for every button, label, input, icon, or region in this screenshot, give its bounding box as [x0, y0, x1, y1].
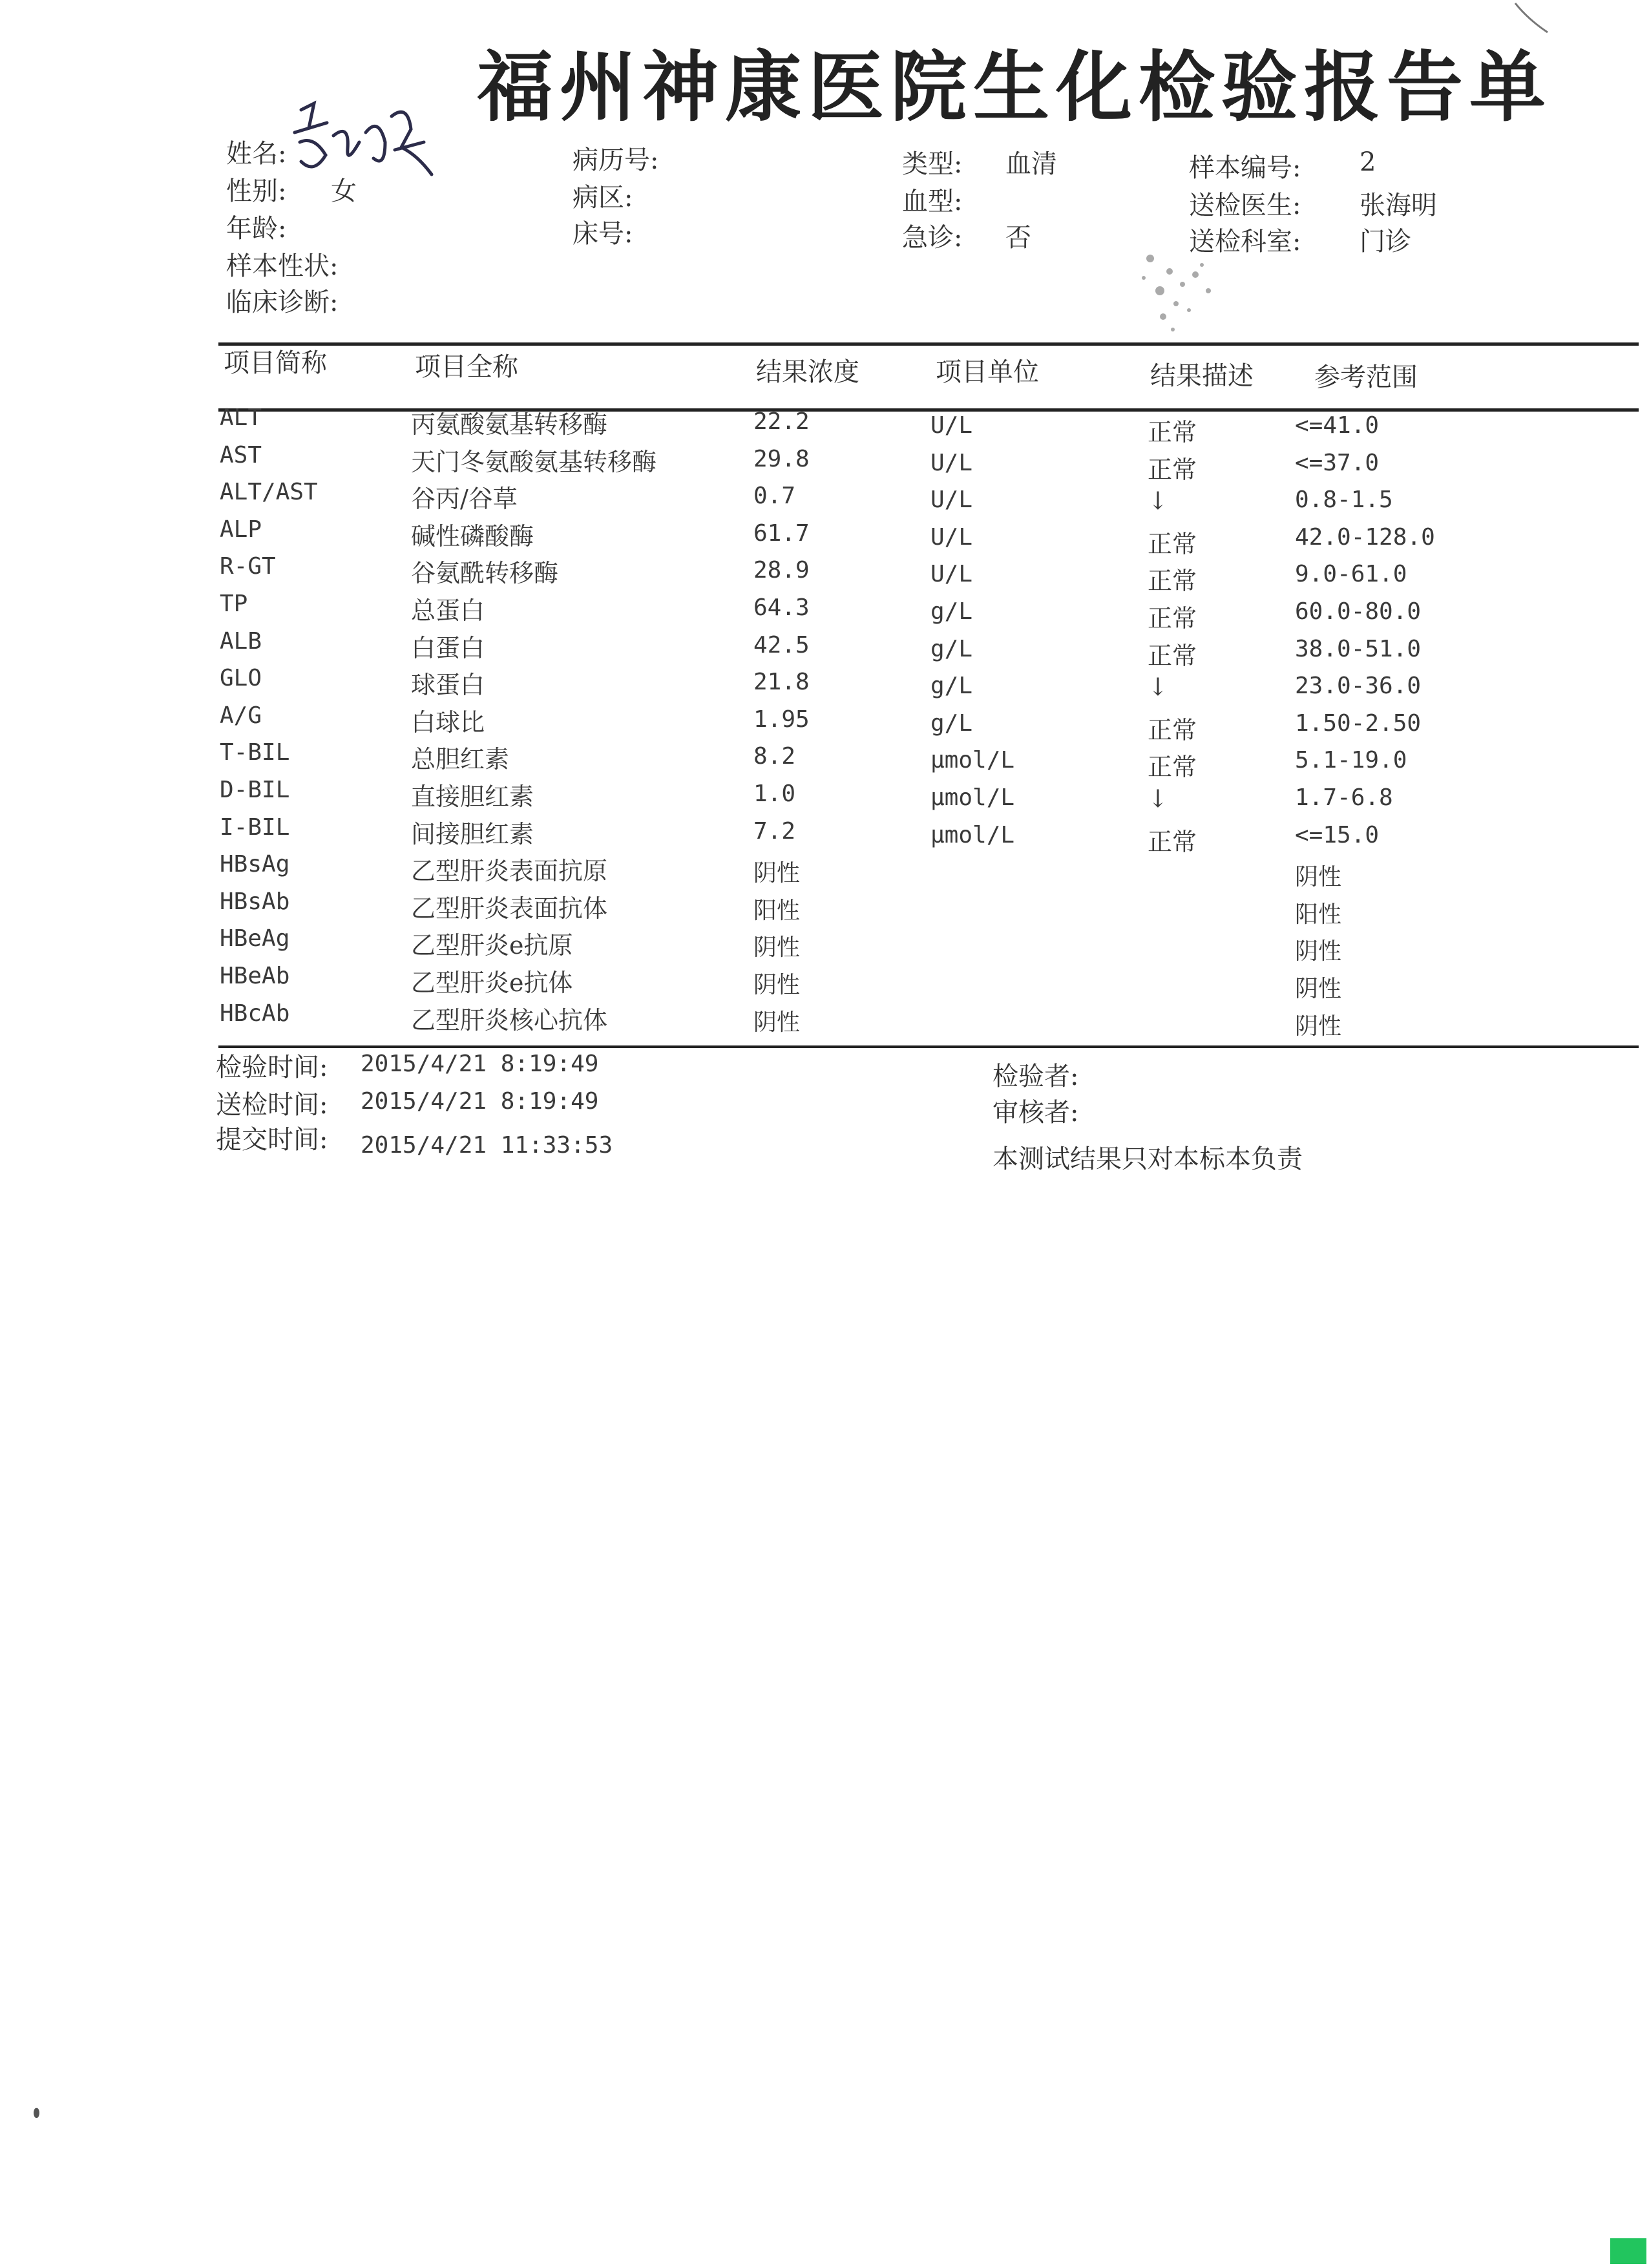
- cell-abbr: HBeAg: [220, 925, 290, 952]
- age-label: 年龄:: [226, 214, 287, 244]
- cell-range: 23.0-36.0: [1295, 673, 1422, 700]
- tester-label: 检验者:: [993, 1062, 1079, 1091]
- department-value: 门诊: [1360, 227, 1411, 257]
- doctor-label: 送检医生:: [1189, 191, 1301, 220]
- cell-range: <=37.0: [1295, 449, 1380, 476]
- table-row: [0, 665, 1649, 702]
- cell-range: 1.50-2.50: [1295, 709, 1422, 737]
- header-name: 项目全称: [415, 352, 518, 382]
- cell-unit: U/L: [930, 412, 973, 439]
- header-description: 结果描述: [1150, 361, 1254, 391]
- cell-result: 42.5: [753, 631, 810, 658]
- cell-result: 1.95: [753, 706, 810, 733]
- cell-unit: g/L: [930, 673, 973, 700]
- cell-desc: 正常: [1148, 529, 1197, 558]
- cell-range: 42.0-128.0: [1295, 523, 1435, 551]
- diagnosis-label: 临床诊断:: [226, 288, 339, 317]
- specimen-label: 样本性状:: [226, 251, 339, 281]
- cell-unit: U/L: [930, 523, 973, 551]
- cell-name: 白蛋白: [411, 633, 485, 662]
- type-label: 类型:: [902, 149, 963, 179]
- table-row: [0, 739, 1649, 782]
- cell-range: 阳性: [1295, 901, 1342, 928]
- cell-range: 阴性: [1295, 864, 1342, 891]
- table-row: [0, 516, 1649, 558]
- table-bottom-rule: [218, 1045, 1639, 1048]
- cell-name: 乙型肝炎核心抗体: [411, 1005, 608, 1034]
- table-row: [0, 925, 1649, 963]
- cell-desc: ↓: [1148, 784, 1168, 813]
- cell-desc: 正常: [1148, 753, 1197, 782]
- cell-unit: U/L: [930, 449, 973, 476]
- cell-range: 9.0-61.0: [1295, 561, 1407, 588]
- cell-abbr: AST: [220, 441, 262, 468]
- cell-unit: g/L: [930, 635, 973, 662]
- type-value: 血清: [1005, 149, 1057, 179]
- cell-name: 直接胆红素: [411, 782, 534, 811]
- table-row: [0, 888, 1649, 926]
- cell-result: 28.9: [753, 557, 810, 584]
- cell-name: 天门冬氨酸氨基转移酶: [411, 447, 657, 476]
- cell-result: 8.2: [753, 743, 796, 770]
- cell-range: 阴性: [1295, 1013, 1342, 1040]
- cell-name: 乙型肝炎表面抗体: [411, 894, 608, 923]
- doctor-value: 张海明: [1360, 191, 1437, 220]
- send-time-value: 2015/4/21 8:19:49: [361, 1088, 599, 1115]
- header-unit: 项目单位: [936, 357, 1039, 387]
- cell-desc: 正常: [1148, 418, 1197, 446]
- reviewer-label: 审核者:: [993, 1098, 1079, 1128]
- cell-abbr: GLO: [220, 665, 262, 692]
- cell-result: 64.3: [753, 594, 810, 621]
- cell-name: 乙型肝炎e抗体: [411, 969, 573, 997]
- cell-unit: μmol/L: [930, 821, 1015, 848]
- cell-name: 白球比: [411, 708, 485, 737]
- cell-name: 丙氨酸氨基转移酶: [411, 410, 608, 439]
- cell-desc: 正常: [1148, 641, 1197, 670]
- cell-abbr: ALB: [220, 627, 262, 655]
- cell-abbr: ALP: [220, 516, 262, 543]
- cell-desc: 正常: [1148, 455, 1197, 484]
- cell-range: 38.0-51.0: [1295, 635, 1422, 662]
- sample-number-label: 样本编号:: [1189, 153, 1301, 183]
- cell-name: 谷氨酰转移酶: [411, 559, 559, 588]
- test-time-value: 2015/4/21 8:19:49: [361, 1051, 599, 1077]
- blood-type-label: 血型:: [902, 187, 963, 216]
- cell-result: 21.8: [753, 669, 810, 696]
- cell-range: <=15.0: [1295, 821, 1380, 848]
- table-row: [0, 851, 1649, 891]
- cell-abbr: D-BIL: [220, 777, 290, 803]
- sample-number-value: 2: [1360, 147, 1376, 177]
- cell-range: 阴性: [1295, 976, 1342, 1002]
- record-number-label: 病历号:: [572, 145, 659, 175]
- cell-desc: 正常: [1148, 827, 1197, 856]
- disclaimer-text: 本测试结果只对本标本负责: [993, 1144, 1303, 1174]
- table-row: [0, 963, 1649, 1000]
- cell-result: 29.8: [753, 445, 810, 472]
- cell-result: 1.0: [753, 781, 796, 807]
- emergency-value: 否: [1005, 223, 1031, 253]
- header-range: 参考范围: [1314, 362, 1418, 392]
- cell-unit: μmol/L: [930, 747, 1015, 774]
- ward-label: 病区:: [572, 183, 633, 213]
- cell-desc: 正常: [1148, 604, 1197, 633]
- cell-result: 22.2: [753, 408, 810, 435]
- cell-range: 5.1-19.0: [1295, 747, 1407, 774]
- table-row: [0, 777, 1649, 814]
- cell-abbr: T-BIL: [220, 739, 290, 766]
- submit-time-value: 2015/4/21 11:33:53: [361, 1132, 613, 1159]
- cell-abbr: HBsAg: [220, 851, 290, 878]
- cell-abbr: HBcAb: [220, 1000, 290, 1027]
- gender-value: 女: [331, 176, 357, 206]
- cell-unit: U/L: [930, 487, 973, 514]
- cell-desc: ↓: [1148, 673, 1168, 702]
- scan-speck: [34, 2108, 39, 2118]
- header-top-rule: [218, 342, 1639, 346]
- table-row: [0, 553, 1649, 596]
- cell-name: 碱性磷酸酶: [411, 521, 534, 551]
- cell-name: 间接胆红素: [411, 819, 534, 848]
- cell-abbr: A/G: [220, 702, 262, 729]
- handwritten-name-signature: [288, 97, 443, 194]
- cell-result: 0.7: [753, 483, 796, 510]
- cell-desc: 正常: [1148, 715, 1197, 744]
- send-time-label: 送检时间:: [216, 1090, 328, 1120]
- cell-abbr: TP: [220, 591, 248, 617]
- cell-name: 乙型肝炎e抗原: [411, 931, 573, 960]
- table-row: [0, 479, 1649, 516]
- scan-edge-mark: [1512, 0, 1551, 39]
- cell-range: 阴性: [1295, 938, 1342, 965]
- cell-result: 阴性: [753, 934, 801, 961]
- cell-name: 球蛋白: [411, 671, 485, 700]
- cell-range: <=41.0: [1295, 412, 1380, 439]
- table-row: [0, 591, 1649, 633]
- table-row: [0, 404, 1649, 446]
- cell-name: 乙型肝炎表面抗原: [411, 857, 608, 886]
- scan-smudge: [1124, 239, 1241, 342]
- cell-range: 0.8-1.5: [1295, 487, 1393, 514]
- cell-abbr: I-BIL: [220, 814, 290, 841]
- emergency-label: 急诊:: [902, 223, 963, 253]
- cell-abbr: HBeAb: [220, 963, 290, 989]
- cell-result: 阴性: [753, 860, 801, 887]
- test-time-label: 检验时间:: [216, 1053, 328, 1082]
- table-row: [0, 1000, 1649, 1038]
- cell-name: 总胆红素: [411, 745, 510, 774]
- cell-unit: g/L: [930, 709, 973, 737]
- cell-unit: U/L: [930, 561, 973, 588]
- bed-label: 床号:: [572, 219, 633, 249]
- cell-desc: 正常: [1148, 567, 1197, 596]
- cell-desc: ↓: [1148, 487, 1168, 516]
- cell-abbr: ALT/AST: [220, 479, 318, 506]
- gender-label: 性别:: [226, 176, 287, 206]
- cell-unit: g/L: [930, 598, 973, 625]
- cell-result: 61.7: [753, 520, 810, 547]
- submit-time-label: 提交时间:: [216, 1125, 328, 1155]
- table-row: [0, 627, 1649, 670]
- cell-result: 阴性: [753, 972, 801, 998]
- cell-range: 1.7-6.8: [1295, 784, 1393, 811]
- green-corner-stamp: [1610, 2238, 1646, 2264]
- cell-range: 60.0-80.0: [1295, 598, 1422, 625]
- cell-result: 7.2: [753, 817, 796, 845]
- department-label: 送检科室:: [1189, 227, 1301, 257]
- cell-unit: μmol/L: [930, 784, 1015, 811]
- cell-name: 谷丙/谷草: [411, 485, 518, 514]
- header-result: 结果浓度: [756, 357, 859, 387]
- report-title: 福州神康医院生化检验报告单: [477, 43, 1553, 132]
- table-row: [0, 702, 1649, 744]
- cell-abbr: HBsAb: [220, 888, 290, 915]
- name-label: 姓名:: [226, 139, 287, 169]
- header-abbr: 项目简称: [224, 348, 327, 378]
- cell-name: 总蛋白: [411, 596, 485, 625]
- cell-result: 阳性: [753, 897, 801, 924]
- table-row: [0, 814, 1649, 856]
- cell-result: 阴性: [753, 1009, 801, 1036]
- table-row: [0, 441, 1649, 484]
- cell-abbr: ALT: [220, 404, 262, 431]
- cell-abbr: R-GT: [220, 553, 276, 580]
